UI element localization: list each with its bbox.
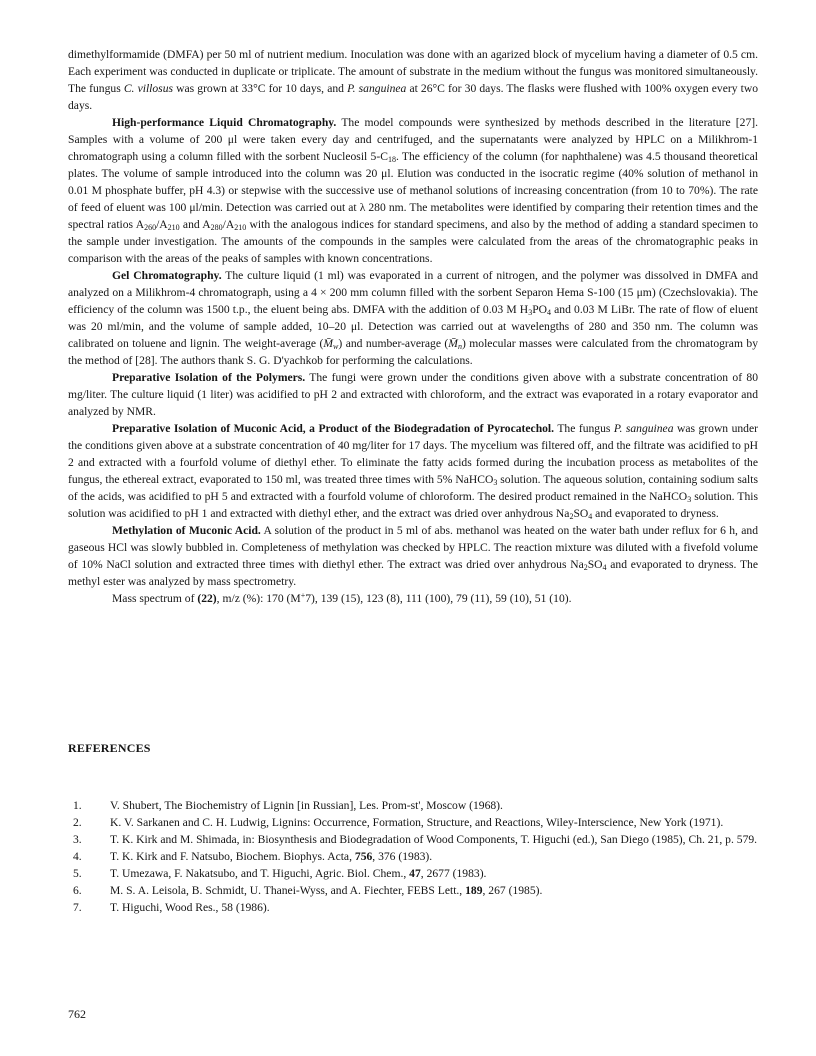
section-heading-hplc: High-performance Liquid Chromatography. bbox=[112, 116, 337, 129]
reference-item: 4. T. K. Kirk and F. Natsubo, Biochem. Biophys. Acta, 756, 376 (1983). bbox=[73, 850, 433, 863]
paragraph-muconic-isolation: Preparative Isolation of Muconic Acid, a Product of the Biodegradation of Pyrocatechol. The fungus P. sanguinea was grown under the conditions given above at a substrate concentration of 40 mg/liter for 17 days. The mycelium was filtered off, and the filtrate was acidified to pH 2 and extracted with a fourfold volume of diethyl ether. To eliminate the fatty acids formed during the incubation process as metabolites of the fungus, the ethereal extract, evaporated to 150 ml, was treated three times with 5% NaHCO$_3$ solution. The aqueous solution, containing sodium salts of the acids, was acidified to pH 5 and extracted with a fourfold volume of chloroform. The desired product remained in the NaHCO$_3$ solution. This solution was acidified to pH 1 and extracted with diethyl ether, and the extract was dried over anhydrous $Na_2SO_4$ and evaporated to dryness. bbox=[68, 422, 759, 521]
references-list bbox=[68, 797, 758, 916]
references-heading: REFERENCES bbox=[68, 741, 151, 755]
reference-item: 5. T. Umezawa, F. Nakatsubo, and T. Higuchi, Agric. Biol. Chem., 47, 2677 (1983). bbox=[73, 867, 487, 880]
section-heading-methylation: Methylation of Muconic Acid. bbox=[112, 524, 261, 537]
paragraph-methylation: Methylation of Muconic Acid. A solution of the product in 5 ml of abs. methanol was heated on the water bath under reflux for 6 h, and gaseous HCl was slowly bubbled in. Completeness of methylation was checked by HPLC. The reaction mixture was diluted with a fivefold volume of 10% NaCl solution and extracted three times with diethyl ether. The extract was dried over anhydrous $Na_2SO_4$ and evaporated to dryness. The methyl ester was analyzed by mass spectrometry. bbox=[68, 524, 758, 588]
section-heading-polymers: Preparative Isolation of the Polymers. bbox=[112, 371, 306, 384]
reference-item: 3. T. K. Kirk and M. Shimada, in: Biosynthesis and Biodegradation of Wood Components, T. Higuchi (ed.), San Diego (1985), Ch. 21, p. 579. bbox=[73, 833, 758, 846]
reference-item: 2. K. V. Sarkanen and C. H. Ludwig, Lignins: Occurrence, Formation, Structure, and Reactions, Wiley-Interscience, New York (1971). bbox=[73, 816, 724, 829]
paragraph-hplc: High-performance Liquid Chromatography. The model compounds were synthesized by methods described in the literature [27]. Samples with a volume of 200 μl were taken every day and centrifuged, and the supernatants were analyzed by HPLC on a Milikhrom-1 chromatograph using a column filled with the sorbent Nucleosil $5-C_{18}$. The efficiency of the column (for naphthalene) was 4.5 thousand theoretical plates. The volume of sample introduced into the column was 20 μl. Elution was conducted in the isocratic regime (40% solution of methanol in 0.01 M phosphate buffer, pH 4.3) or stepwise with the successive use of methanol solutions of increasing concentration (from 10 to 70%). The rate of feed of eluent was 100 μl/min. Detection was carried out at λ 280 nm. The metabolites were identified by comparing their retention times and the spectral ratios $A_{260}/A_{210}$ and $A_{280}/A_{210}$ with the analogous indices for standard specimens, and also by the method of adding a standard specimen to the sample under investigation. The amounts of the compounds in the samples were calculated from the areas of the chromatographic peaks in comparison with the areas of the peaks of samples with known concentrations. bbox=[68, 116, 758, 265]
page-number: 762 bbox=[68, 1007, 86, 1021]
reference-item: 6. M. S. A. Leisola, B. Schmidt, U. Thanei-Wyss, and A. Fiechter, FEBS Lett., 189, 267 (1985). bbox=[73, 884, 543, 897]
reference-item: 7. T. Higuchi, Wood Res., 58 (1986). bbox=[73, 901, 270, 914]
section-heading-muconic-isolation: Preparative Isolation of Muconic Acid, a Product of the Biodegradation of Pyrocatechol. bbox=[112, 422, 555, 435]
paragraph-polymer-isolation: Preparative Isolation of the Polymers. The fungi were grown under the conditions given above with a substrate concentration of 80 mg/liter. The culture liquid (1 liter) was acidified to pH 2 and extracted with chloroform, and the extract was evaporated in a rotary evaporator and analyzed by NMR. bbox=[68, 371, 758, 418]
paragraph-gel-chromatography: Gel Chromatography. The culture liquid (1 ml) was evaporated in a current of nitrogen, and the polymer was dissolved in DMFA and analyzed on a Milikhrom-4 chromatograph, using a 4 × 200 mm column filled with the sorbent Separon Hema S-100 (15 μm) (Czechslovakia). The efficiency of the column was 1500 t.p., the eluent being abs. DMFA with the addition of 0.03 M $H_3PO_4$ and 0.03 M LiBr. The rate of flow of eluent was 20 ml/min, and the volume of sample added, 10–20 μl. Detection was carried out at wavelengths of 280 and 350 nm. The column was calibrated on toluene and lignin. The weight-average $(M̄_w)$ and number-average $(M̄_n)$ molecular masses were calculated from the chromatogram by the method of [28]. The authors thank S. G. D'yachkob for performing the calculations. bbox=[68, 269, 759, 367]
body-text bbox=[68, 46, 758, 607]
section-heading-gel: Gel Chromatography. bbox=[112, 269, 222, 282]
reference-item: 1. V. Shubert, The Biochemistry of Lignin [in Russian], Les. Prom-st', Moscow (1968). bbox=[73, 799, 503, 812]
paragraph-cultivation: dimethylformamide (DMFA) per 50 ml of nutrient medium. Inoculation was done with an agarized block of mycelium having a diameter of 0.5 cm. Each experiment was conducted in duplicate or triplicate. The amount of substrate in the medium without the fungus was monitored simultaneously. The fungus C. villosus was grown at 33°C for 10 days, and P. sanguinea at 26°C for 30 days. The flasks were flushed with 100% oxygen every two days. bbox=[68, 48, 758, 112]
mass-spectrum-line: Mass spectrum of (22), m/z (%): 170 (M+7), 139 (15), 123 (8), 111 (100), 79 (11), 59 (10), 51 (10). bbox=[112, 591, 572, 605]
